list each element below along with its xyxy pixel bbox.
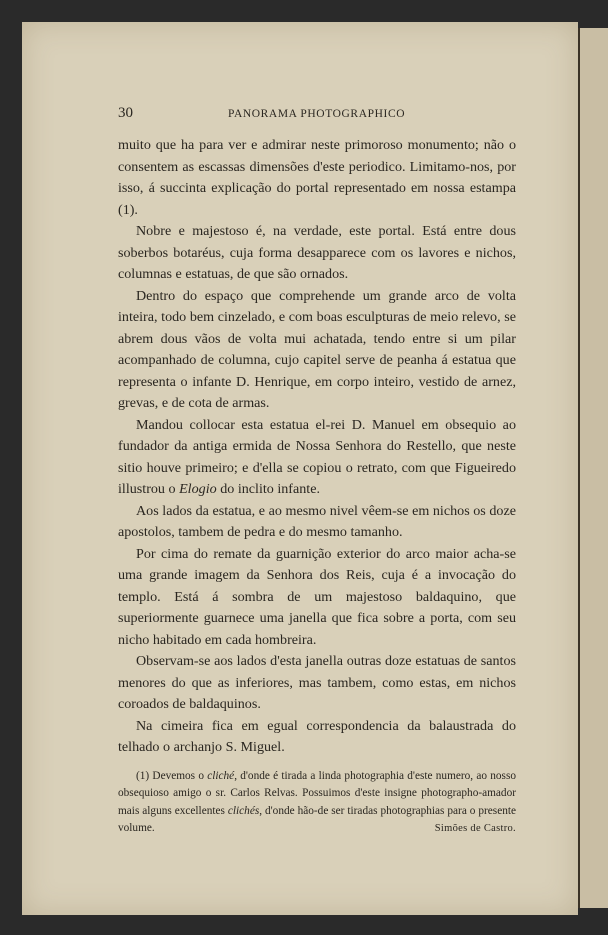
text-run: do inclito infante. xyxy=(216,481,321,497)
paragraph: Aos lados da estatua, e ao mesmo nivel vêem-se em nichos os doze apostolos, tambem de pedra e do mesmo tamanho. xyxy=(118,502,516,540)
paragraph: Na cimeira fica em egual correspondencia da balaustrada do telhado o archanjo S. Miguel. xyxy=(118,717,516,755)
paragraph: muito que ha para ver e admirar neste primoroso monumento; não o consentem as escassas dimensões d'este periodico. Limitamo-nos, por isso, á succinta explicação do portal representado em nossa estampa (1). xyxy=(118,137,516,218)
paragraph xyxy=(118,415,516,501)
footnote-text xyxy=(118,768,516,838)
italic-term: cliché xyxy=(207,769,235,782)
paragraph: Nobre e majestoso é, na verdade, este portal. Está entre dous soberbos botaréus, cuja forma desapparece com os lavores e nichos, columnas e estatuas, de que são ornados. xyxy=(118,223,516,282)
text-run: , d'onde hão-de ser tiradas photographias para o presente volume. xyxy=(118,804,517,834)
italic-title: Elogio xyxy=(179,481,217,497)
page-number: 30 xyxy=(118,105,133,121)
text-run: , d'onde é tirada a linda photographia d'este numero, ao nosso obsequioso amigo o sr. Carlos Relvas. Possuimos d'este insigne photographo-amador mais alguns excellentes xyxy=(118,769,516,817)
page-content xyxy=(96,105,516,838)
paragraph: Dentro do espaço que comprehende um grande arco de volta inteira, todo bem cinzelado, e com boas esculpturas de meio relevo, se abrem dous vãos de volta mui achatada, tendo entre si um pilar acompanhado de columna, cujo capitel serve de peanha á estatua que representa o infante D. Henrique, em corpo inteiro, vestido de arnez, grevas, e de cota de armas. xyxy=(118,287,516,411)
italic-term: clichés xyxy=(227,804,260,817)
running-title: PANORAMA PHOTOGRAPHICO xyxy=(228,108,406,120)
paragraph: Observam-se aos lados d'esta janella outras doze estatuas de santos menores do que as inferiores, mas tambem, como estas, em nichos coroados de baldaquinos. xyxy=(118,653,516,712)
adjacent-page-edge xyxy=(578,28,608,908)
footnote xyxy=(118,768,516,838)
text-run: (1) Devemos o xyxy=(136,769,208,782)
paragraph: Por cima do remate da guarnição exterior do arco maior acha-se uma grande imagem da Senhora dos Reis, cuja é a invocação do templo. Está á sombra de um majestoso baldaquino, que superiormente guarnece uma janella que fica sobre a porta, com seu nicho habitado em cada hombreira. xyxy=(118,545,516,648)
body-text xyxy=(118,135,516,759)
running-header xyxy=(96,105,516,127)
text-run: Mandou collocar esta estatua el-rei D. Manuel em obsequio ao fundador da antiga ermida de Nossa Senhora do Restello, que neste sitio houve primeiro; e d'ella se copiou o retrato, com que Figueiredo illustrou o xyxy=(118,416,516,497)
footnote-signature: Simões de Castro. xyxy=(434,823,516,834)
